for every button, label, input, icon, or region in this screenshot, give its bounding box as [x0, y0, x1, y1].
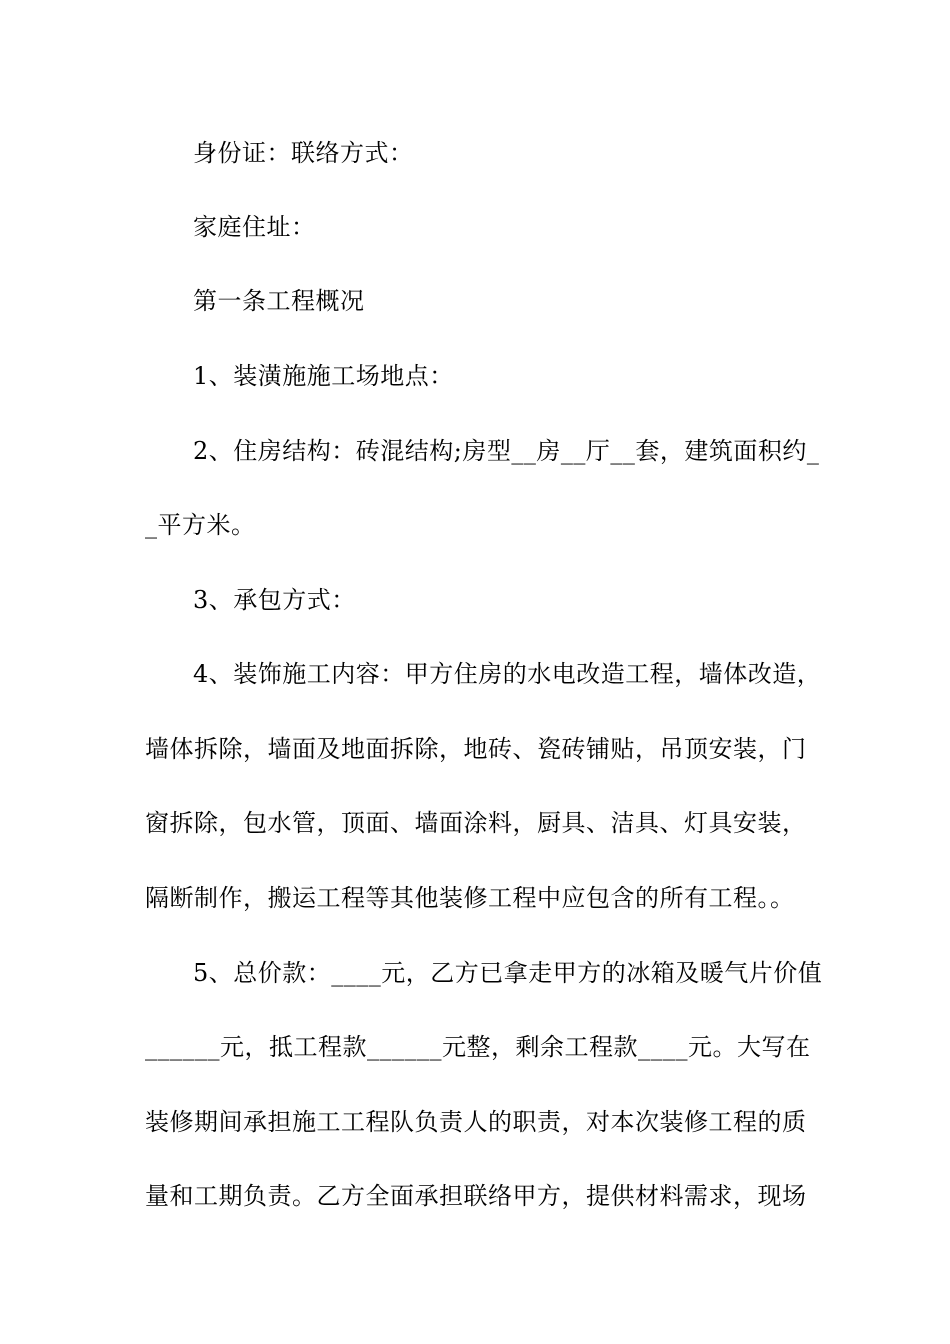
clause-5-line: 5、总价款：____元，乙方已拿走甲方的冰箱及暖气片价值 — [193, 959, 823, 987]
id-contact-line: 身份证：联络方式： — [193, 139, 414, 167]
clause-4-continuation-3: 隔断制作，搬运工程等其他装修工程中应包含的所有工程。。 — [145, 884, 795, 912]
clause-5-continuation-1: ______元，抵工程款______元整，剩余工程款____元。大写在 — [145, 1033, 811, 1061]
clause-4-line: 4、装饰施工内容：甲方住房的水电改造工程，墙体改造， — [193, 660, 822, 688]
clause-1-line: 1、装潢施施工场地点： — [193, 362, 454, 390]
clause-2-continuation: _平方米。 — [145, 511, 256, 539]
clause-4-continuation-1: 墙体拆除，墙面及地面拆除，地砖、瓷砖铺贴，吊顶安装，门 — [145, 735, 807, 763]
article-one-heading: 第一条工程概况 — [193, 287, 365, 315]
clause-4-continuation-2: 窗拆除，包水管，顶面、墙面涂料，厨具、洁具、灯具安装， — [145, 809, 807, 837]
clause-5-continuation-2: 装修期间承担施工工程队负责人的职责，对本次装修工程的质 — [145, 1108, 807, 1136]
clause-3-line: 3、承包方式： — [193, 586, 356, 614]
clause-2-line: 2、住房结构：砖混结构;房型__房__厅__套，建筑面积约_ — [193, 437, 820, 465]
home-address-line: 家庭住址： — [193, 213, 316, 241]
clause-5-continuation-3: 量和工期负责。乙方全面承担联络甲方，提供材料需求，现场 — [145, 1182, 807, 1210]
